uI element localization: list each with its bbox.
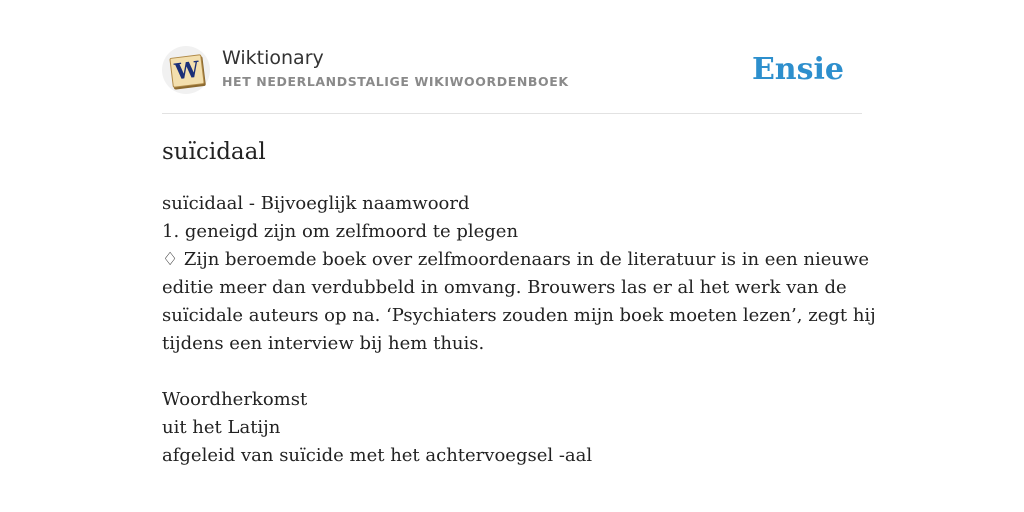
etymology-line: afgeleid van suïcide met het achtervoegsel -aal [162,445,593,466]
part-of-speech-line: suïcidaal - Bijvoeglijk naamwoord [162,193,470,214]
logo-tile [169,54,204,88]
example-line: ♢ Zijn beroemde boek over zelfmoordenaars in de literatuur is in een nieuwe [162,249,870,270]
example-line: suïcidale auteurs op na. ‘Psychiaters zouden mijn boek moeten lezen’, zegt hij [162,305,876,326]
etymology-line: uit het Latijn [162,417,281,438]
site-header [162,46,862,94]
word-title: suïcidaal [162,139,266,165]
logo-letter: W [173,56,201,86]
site-title[interactable]: Wiktionary [222,47,324,69]
example-line: editie meer dan verdubbeld in omvang. Brouwers las er al het werk van de [162,277,847,298]
spacer [162,358,852,386]
wiktionary-logo-icon[interactable] [162,46,210,94]
example-line: tijdens een interview bij hem thuis. [162,333,485,354]
site-subtitle: HET NEDERLANDSTALIGE WIKIWOORDENBOEK [222,74,569,89]
header-divider [162,113,862,114]
etymology-heading: Woordherkomst [162,389,308,410]
definition-body [162,190,876,470]
ensie-brand-link[interactable]: Ensie [751,52,844,87]
sense-line: 1. geneigd zijn om zelfmoord te plegen [162,221,519,242]
